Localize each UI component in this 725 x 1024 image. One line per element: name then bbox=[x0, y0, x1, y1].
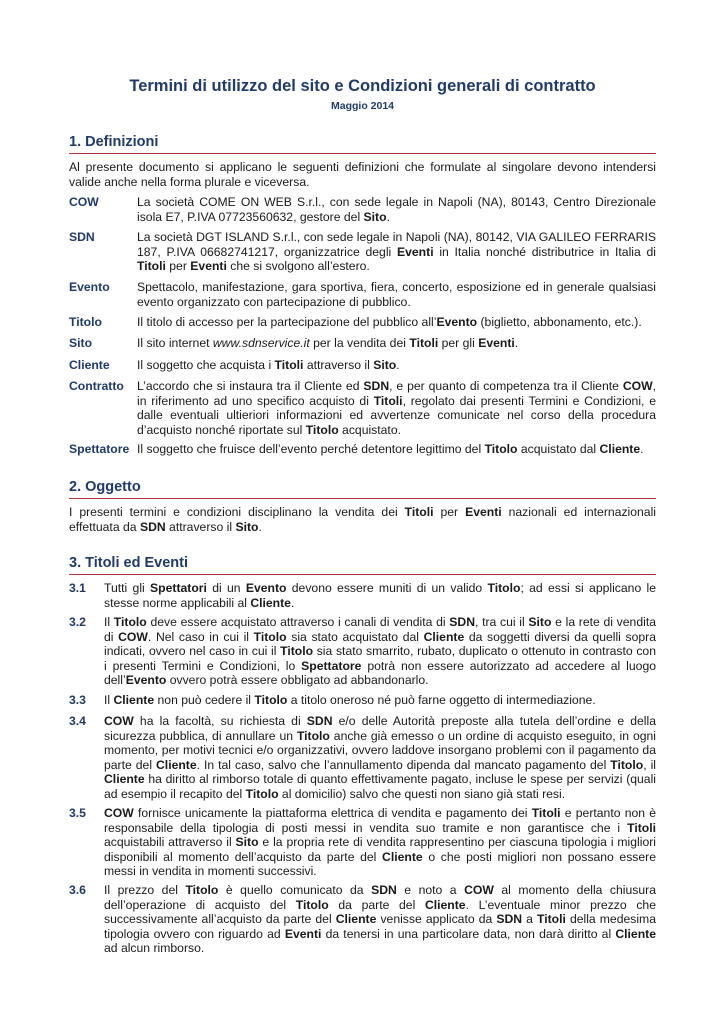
definition-text: La società DGT ISLAND S.r.l., con sede legale in Napoli (NA), 80142, VIA GALILEO FERRARIS 187, P.IVA 06682741217, organizzatrice degli Eventi in Italia nonché distributrice in Italia di Titoli per Eventi che si svolgono all’estero. bbox=[137, 230, 656, 274]
section-heading: 3. Titoli ed Eventi bbox=[69, 554, 656, 575]
definition-text: La società COME ON WEB S.r.l., con sede legale in Napoli (NA), 80143, Centro Direzionale isola E7, P.IVA 07723560632, gestore del Sito. bbox=[137, 195, 656, 224]
clause-text: COW ha la facoltà, su richiesta di SDN e/o delle Autorità preposte alla tutela dell’ordine e della sicurezza pubblica, di annullare un Titolo anche già emesso o un ordine di acquisto eseguito, in ogni momento, per motivi tecnici e/o organizzativi, ovvero laddove insorgano problemi con il pagamento da parte del Cliente. In tal caso, salvo che l’annullamento dipenda dal mancato pagamento del Titolo, il Cliente ha diritto al rimborso totale di quanto effettivamente pagato, incluse le spese per servizi (quali ad esempio il recapito del Titolo al domicilio) salvo che questi non siano già stati resi. bbox=[104, 714, 656, 801]
clause-number: 3.5 bbox=[69, 806, 86, 820]
definition-text: Il soggetto che acquista i Titoli attraverso il Sito. bbox=[137, 358, 400, 372]
definition-term: Titolo bbox=[69, 315, 102, 329]
clause-3-4 bbox=[69, 714, 656, 802]
definition-term: Evento bbox=[69, 280, 110, 294]
definition-term: Sito bbox=[69, 336, 93, 350]
definition-text: L’accordo che si instaura tra il Cliente ed SDN, e per quanto di competenza tra il Cliente COW, in riferimento ad uno specifico acquisto di Titoli, regolato dai presenti Termini e Condizioni, e dalle eventuali ultieriori informazioni ed avvertenze comunicate nel corso della procedura d’acquisto nonché riportate sul Titolo acquistato. bbox=[137, 379, 656, 437]
section-3-heading-wrap bbox=[69, 554, 656, 575]
section-1-intro-wrap bbox=[69, 160, 656, 189]
definition-term: Cliente bbox=[69, 358, 110, 372]
clause-text: Il Cliente non può cedere il Titolo a titolo oneroso né può farne oggetto di intermediazione. bbox=[104, 693, 596, 707]
section-intro: Al presente documento si applicano le seguenti definizioni che formulate al singolare devono intendersi valide anche nella forma plurale e viceversa. bbox=[69, 160, 656, 189]
section-2-body-wrap bbox=[69, 505, 656, 534]
section-heading: 1. Definizioni bbox=[69, 133, 656, 154]
clause-text: Il prezzo del Titolo è quello comunicato da SDN e noto a COW al momento della chiusura dell’operazione di acquisto del Titolo da parte del Cliente. L’eventuale minor prezzo che successivamente all’acquisto da parte del Cliente venisse applicato da SDN a Titoli della medesima tipologia ovvero con riguardo ad Eventi da tenersi in una particolare data, non darà diritto al Cliente ad alcun rimborso. bbox=[104, 883, 656, 956]
definition-cliente bbox=[69, 358, 656, 373]
section-body: I presenti termini e condizioni disciplinano la vendita dei Titoli per Eventi nazionali ed internazionali effettuata da SDN attraverso il Sito. bbox=[69, 505, 656, 534]
clause-number: 3.1 bbox=[69, 581, 86, 595]
clause-number: 3.2 bbox=[69, 615, 86, 629]
definition-spettatore bbox=[69, 442, 656, 457]
definition-text: Spettacolo, manifestazione, gara sportiva, fiera, concerto, esposizione ed in generale qualsiasi evento organizzato con partecipazione di pubblico. bbox=[137, 280, 656, 309]
clause-number: 3.3 bbox=[69, 693, 86, 707]
definition-cow bbox=[69, 195, 656, 224]
clause-3-5 bbox=[69, 806, 656, 879]
definition-evento bbox=[69, 280, 656, 309]
definition-sito bbox=[69, 336, 656, 351]
definition-titolo bbox=[69, 315, 656, 330]
clause-3-1 bbox=[69, 581, 656, 610]
document-date: Maggio 2014 bbox=[330, 100, 395, 112]
clause-3-2 bbox=[69, 615, 656, 688]
definition-term: Contratto bbox=[69, 379, 124, 393]
clause-number: 3.4 bbox=[69, 714, 86, 728]
clause-3-6 bbox=[69, 883, 656, 956]
definition-term: Spettatore bbox=[69, 442, 130, 456]
clause-number: 3.6 bbox=[69, 883, 86, 897]
clause-text: Il Titolo deve essere acquistato attraverso i canali di vendita di SDN, tra cui il Sito e la rete di vendita di COW. Nel caso in cui il Titolo sia stato acquistato dal Cliente da soggetti diversi da quelli sopra indicati, ovvero nel caso in cui il Titolo sia stato smarrito, rubato, duplicato o ottenuto in contrasto con i presenti Termini e Condizioni, lo Spettatore potrà non essere autorizzato ad accedere al luogo dell’Evento ovvero potrà essere obbligato ad abbandonarlo. bbox=[104, 615, 657, 688]
definition-sdn bbox=[69, 230, 656, 274]
definition-term: COW bbox=[69, 195, 99, 209]
definition-term: SDN bbox=[69, 230, 95, 244]
document-title: Termini di utilizzo del sito e Condizioni generali di contratto bbox=[129, 77, 596, 95]
definition-text: Il sito internet www.sdnservice.it per la vendita dei Titoli per gli Eventi. bbox=[137, 336, 519, 350]
clause-text: Tutti gli Spettatori di un Evento devono essere muniti di un valido Titolo; ad essi si applicano le stesse norme applicabili al Cliente. bbox=[104, 581, 656, 610]
definition-text: Il titolo di accesso per la partecipazione del pubblico all’Evento (biglietto, abbonamento, etc.). bbox=[137, 315, 642, 329]
definition-text: Il soggetto che fruisce dell’evento perché detentore legittimo del Titolo acquistato dal Cliente. bbox=[137, 442, 644, 456]
clause-text: COW fornisce unicamente la piattaforma elettrica di vendita e pagamento dei Titoli e pertanto non è responsabile della tipologia di posti messi in vendita suo tramite e non garantisce che i Titoli acquistabili attraverso il Sito e la propria rete di vendita rappresentino per ciascuna tipologia i migliori disponibili al momento dell’acquisto da parte del Cliente o che posti migliori non possano essere messi in vendita in momenti successivi. bbox=[104, 806, 657, 879]
section-2-heading-wrap bbox=[69, 478, 656, 499]
section-1-heading-wrap bbox=[69, 133, 656, 154]
section-heading: 2. Oggetto bbox=[69, 478, 656, 499]
definition-contratto bbox=[69, 379, 656, 437]
clause-3-3 bbox=[69, 693, 656, 708]
